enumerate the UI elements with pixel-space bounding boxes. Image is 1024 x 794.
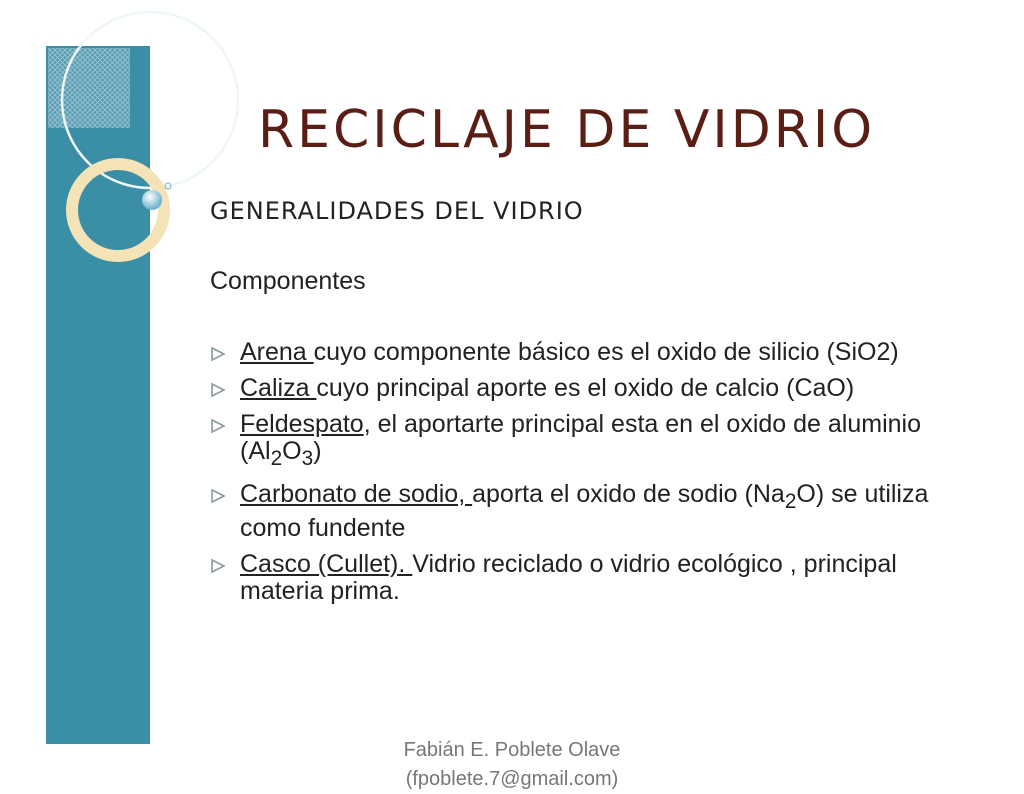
footer-author: Fabián E. Poblete Olave	[403, 739, 621, 761]
subscript: 2	[784, 490, 797, 513]
arrow-bullet-icon	[210, 419, 226, 433]
bullet-text: )	[313, 437, 322, 465]
subscript: 3	[301, 447, 314, 470]
bullet-text: Vidrio reciclado o vidrio ecológico , principal materia prima.	[240, 550, 897, 605]
bullet-term: Feldespato	[240, 410, 364, 438]
bubble-icon	[142, 190, 162, 210]
bullet-text: O) se utiliza como fundente	[240, 480, 929, 542]
arrow-bullet-icon	[210, 347, 226, 361]
section-heading: Componentes	[210, 267, 366, 295]
slide-title: RECICLAJE DE VIDRIO	[258, 100, 876, 160]
bullet-term: Casco (Cullet).	[240, 550, 413, 578]
list-item	[210, 375, 950, 402]
arrow-bullet-icon	[210, 559, 226, 573]
bullet-term: Carbonato de sodio,	[240, 480, 473, 508]
decorative-rings-icon	[0, 0, 240, 300]
slide-subtitle: GENERALIDADES DEL VIDRIO	[210, 197, 584, 225]
bullet-list	[210, 339, 950, 614]
subscript: 2	[270, 447, 283, 470]
list-item	[210, 339, 950, 366]
arrow-bullet-icon	[210, 383, 226, 397]
bullet-term: Caliza	[240, 374, 317, 402]
bullet-term: Arena	[240, 338, 314, 366]
footer-email: (fpoblete.7@gmail.com)	[405, 768, 619, 790]
arrow-bullet-icon	[210, 489, 226, 503]
list-item	[210, 411, 950, 472]
bullet-text: aporta el oxido de sodio (Na	[472, 480, 785, 508]
bullet-text: cuyo principal aporte es el oxido de calcio (CaO)	[316, 374, 855, 402]
list-item	[210, 481, 950, 542]
list-item	[210, 551, 950, 605]
bullet-text: cuyo componente básico es el oxido de silicio (SiO2)	[313, 338, 899, 366]
footer	[0, 736, 1024, 794]
bullet-text: , el aportarte principal esta en el oxido de aluminio (Al	[240, 410, 921, 465]
bullet-text: O	[282, 437, 302, 465]
